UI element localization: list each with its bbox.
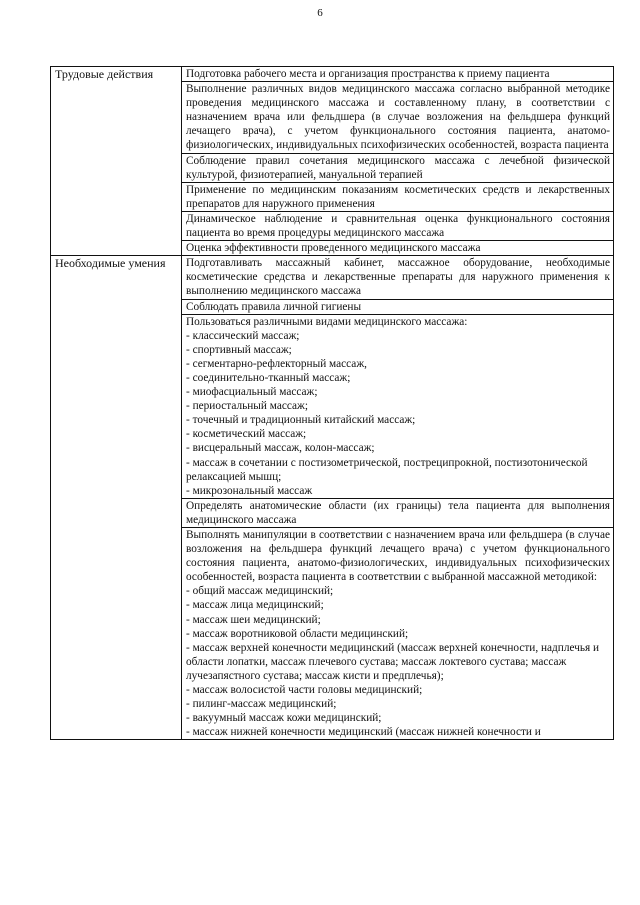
list-item: - массаж нижней конечности медицинский (массаж нижней конечности и [186,726,541,739]
list-item: - микрозональный массаж [186,484,313,497]
list-item: - массаж верхней конечности медицинский (массаж верхней конечности, надплечья и области лопатки, массаж плечевого сустава; массаж локтевого сустава; массаж лучезапястного сустава; массаж кисти и предплечья); [186,641,600,682]
list-item: - сегментарно-рефлекторный массаж, [186,357,367,370]
requirement-cell [182,153,614,182]
requirement-text: Оценка эффективности проведенного медицинского массажа [186,242,481,255]
requirement-text: Определять анатомические области (их границы) тела пациента для выполнения медицинского массажа [186,499,610,526]
competency-table [50,66,614,740]
requirement-cell [182,256,614,299]
list-item: - массаж в сочетании с постизометрической, постреципрокной, постизотонической релаксацией мышц; [186,456,588,483]
list-item: - спортивный массаж; [186,343,292,356]
requirement-text: Динамическое наблюдение и сравнительная оценка функционального состояния пациента во время процедуры медицинского массажа [186,212,610,240]
requirement-text: Пользоваться различными видами медицинского массажа: [186,315,468,328]
requirement-text: Подготавливать массажный кабинет, массажное оборудование, необходимые косметические средства и лекарственные препараты для наружного применения к выполнению медицинского массажа [186,257,610,298]
list-item: - косметический массаж; [186,428,307,441]
requirement-cell [182,314,614,498]
list-item: - классический массаж; [186,329,300,342]
list-item: - массаж воротниковой области медицинский; [186,627,409,640]
requirement-text: Подготовка рабочего места и организация пространства к приему пациента [186,68,550,80]
table-row [51,256,614,299]
list-item: - массаж шеи медицинский; [186,613,321,626]
list-item: - висцеральный массаж, колон-массаж; [186,442,375,455]
requirement-cell [182,82,614,153]
requirement-cell [182,299,614,314]
requirement-cell [182,67,614,82]
section-label: Трудовые действия [51,67,182,256]
requirement-text: Выполнение различных видов медицинского массажа согласно выбранной методике проведения медицинского массажа и составленному плану, в соответствии с назначением врача или фельдшера (в случае возложения на фельдшера функций лечащего врача), с учетом функционального состояния пациента, анатомо-физиологических, индивидуальных психофизических особенностей, возраста пациента [186,83,610,152]
requirement-text: Соблюдение правил сочетания медицинского массажа с лечебной физической культурой, физиотерапией, мануальной терапией [186,154,610,181]
requirement-cell [182,241,614,256]
requirement-cell [182,182,614,211]
list-item: - периостальный массаж; [186,400,308,413]
list-item: - точечный и традиционный китайский массаж; [186,414,416,427]
table-row [51,67,614,82]
list-item: - пилинг-массаж медицинский; [186,698,337,711]
requirement-cell [182,498,614,527]
list-item: - массаж волосистой части головы медицинский; [186,684,423,697]
requirement-cell [182,211,614,240]
section-label: Необходимые умения [51,256,182,740]
requirement-text: Соблюдать правила личной гигиены [186,300,362,313]
requirement-text: Выполнять манипуляции в соответствии с назначением врача или фельдшера (в случае возложения на фельдшера функций лечащего врача) с учетом функционального состояния пациента, анатомо-физиологических, индивидуальных психофизических особенностей, возраста пациента в соответствии с выбранной массажной методикой: [186,529,610,584]
list-item: - вакуумный массаж кожи медицинский; [186,712,382,725]
list-item: - общий массаж медицинский; [186,585,334,598]
requirement-text: Применение по медицинским показаниям косметических средств и лекарственных препаратов для наружного применения [186,183,610,210]
requirement-cell [182,528,614,740]
list-item: - соединительно-тканный массаж; [186,371,351,384]
list-item: - массаж лица медицинский; [186,599,324,612]
list-item: - миофасциальный массаж; [186,386,318,399]
page-number: 6 [317,7,323,19]
